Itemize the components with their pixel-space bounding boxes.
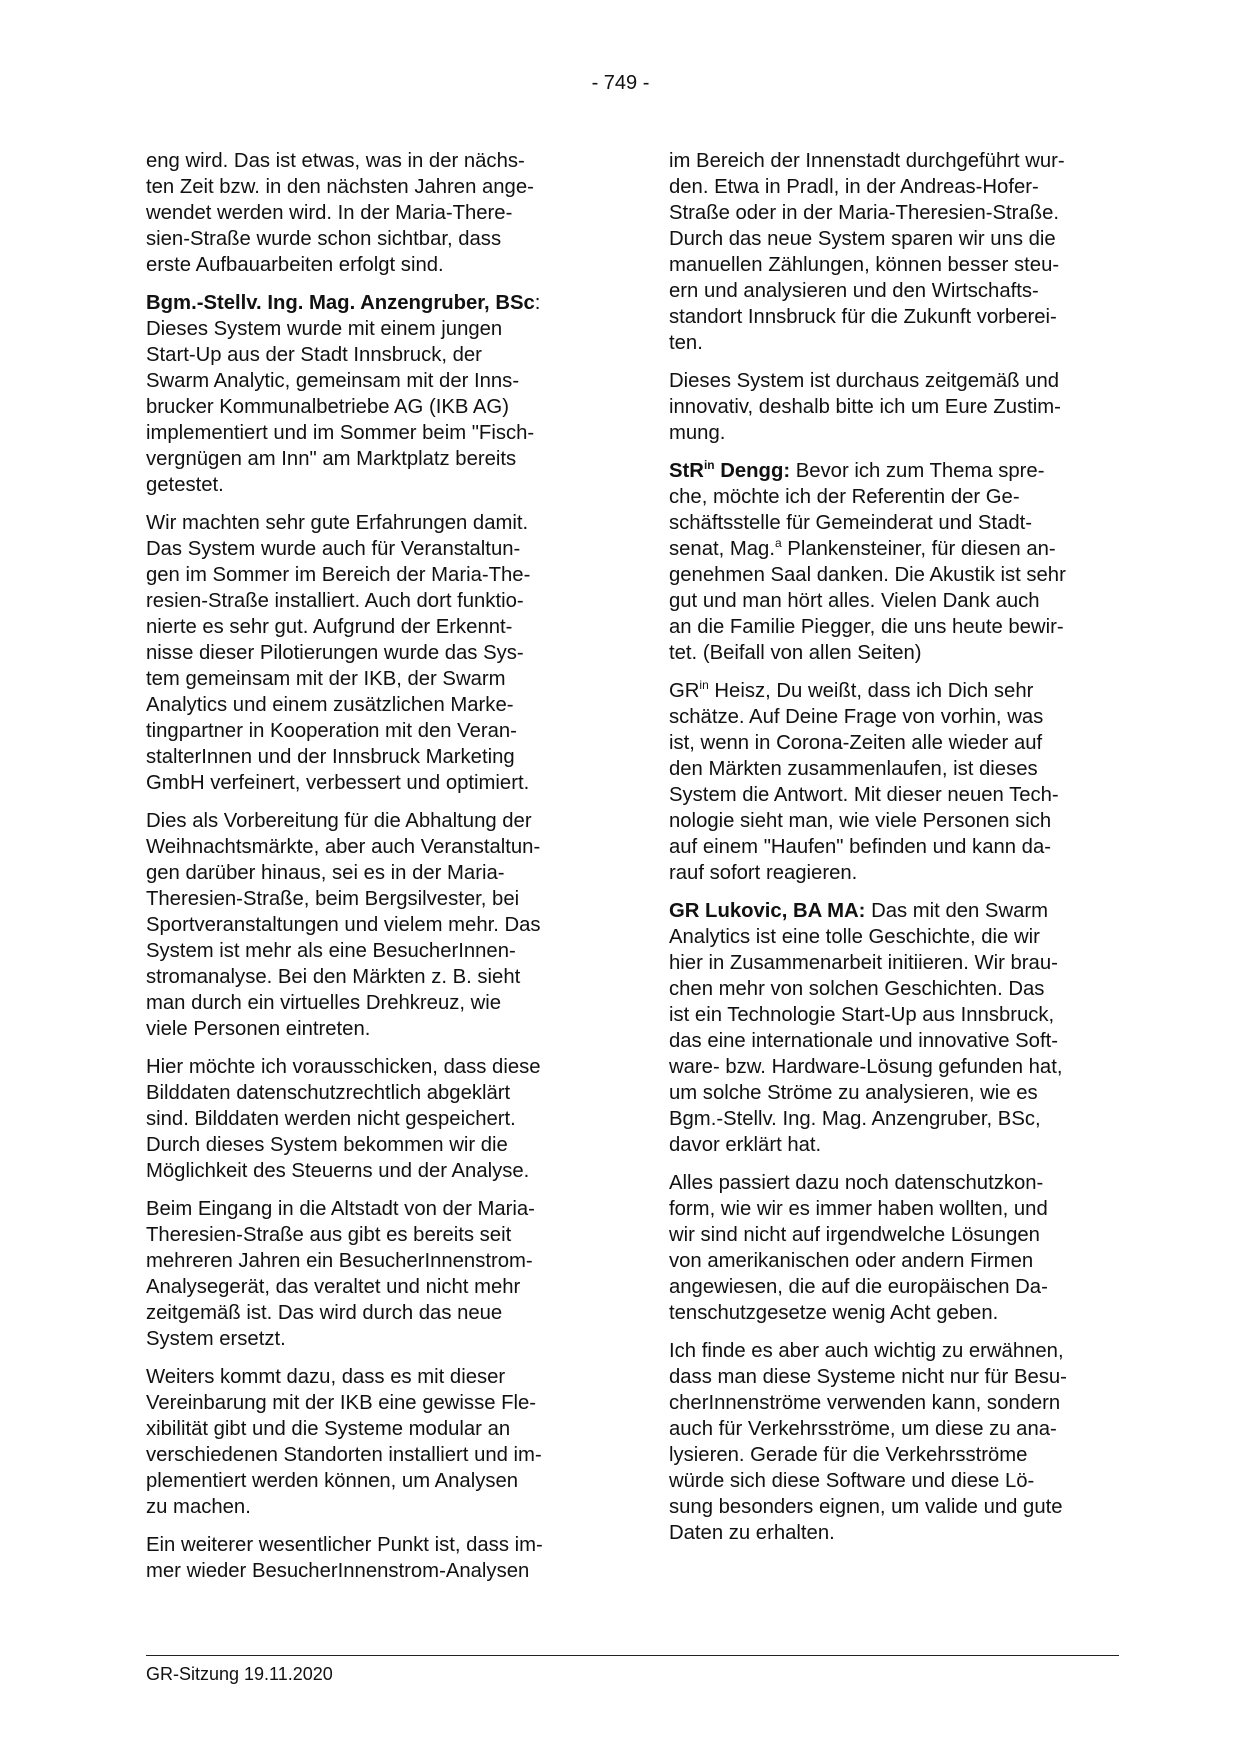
text-line [146,290,606,316]
paragraph [146,808,606,1042]
text-line [669,458,1129,484]
text-line: gut und man hört alles. Vielen Dank auch [669,590,1040,612]
text-line: wir sind nicht auf irgendwelche Lösungen [669,1224,1040,1246]
text-line: auch für Verkehrsströme, um diese zu ana- [669,1418,1057,1440]
text-line: manuellen Zählungen, können besser steu- [669,254,1060,276]
text-line: von amerikanischen oder andern Firmen [669,1250,1034,1272]
text-fragment: GR [669,680,700,702]
speaker-colon: : [534,292,541,314]
text-line: eng wird. Das ist etwas, was in der nächs- [146,150,525,172]
speaker-name: GR Lukovic, BA MA: [669,900,866,922]
text-line: System ersetzt. [146,1328,286,1350]
text-fragment: Plankensteiner, für diesen an- [781,538,1056,560]
text-line: Daten zu erhalten. [669,1522,835,1544]
paragraph [146,148,606,278]
text-line: gen darüber hinaus, sei es in der Maria- [146,862,505,884]
text-line: Möglichkeit des Steuerns und der Analyse. [146,1160,530,1182]
text-fragment: Das mit den Swarm [865,900,1049,922]
paragraph [669,898,1129,1158]
text-fragment: senat, Mag. [669,538,775,560]
text-line: tingpartner in Kooperation mit den Veran- [146,720,517,742]
text-line: Sportveranstaltungen und vielem mehr. Das [146,914,541,936]
paragraph [146,1054,606,1184]
text-line: standort Innsbruck für die Zukunft vorberei- [669,306,1057,328]
paragraph [146,510,606,796]
paragraph [669,1338,1129,1546]
text-line: mer wieder BesucherInnenstrom-Analysen [146,1560,530,1582]
text-line: Durch das neue System sparen wir uns die [669,228,1056,250]
text-line: mehreren Jahren ein BesucherInnenstrom- [146,1250,533,1272]
text-line: ist ein Technologie Start-Up aus Innsbruck, [669,1004,1055,1026]
text-line: schäftsstelle für Gemeinderat und Stadt- [669,512,1032,534]
text-line: Analytics und einem zusätzlichen Marke- [146,694,514,716]
text-line: sien-Straße wurde schon sichtbar, dass [146,228,502,250]
text-line: ist, wenn in Corona-Zeiten alle wieder auf [669,732,1043,754]
paragraph [146,1196,606,1352]
text-line: dass man diese Systeme nicht nur für Besu- [669,1366,1067,1388]
superscript: a [774,536,782,551]
text-line: nierte es sehr gut. Aufgrund der Erkennt- [146,616,513,638]
text-line: angewiesen, die auf die europäischen Da- [669,1276,1048,1298]
text-line: genehmen Saal danken. Die Akustik ist sehr [669,564,1066,586]
text-line: Durch dieses System bekommen wir die [146,1134,508,1156]
paragraph [669,148,1129,356]
text-line: ern und analysieren und den Wirtschafts- [669,280,1039,302]
paragraph [669,368,1129,446]
paragraph [146,1532,606,1584]
text-line: form, wie wir es immer haben wollten, und [669,1198,1048,1220]
text-line: cherInnenströme verwenden kann, sondern [669,1392,1061,1414]
paragraph [146,1364,606,1520]
text-line: brucker Kommunalbetriebe AG (IKB AG) [146,396,509,418]
text-line: tet. (Beifall von allen Seiten) [669,642,922,664]
text-line: Ich finde es aber auch wichtig zu erwähnen, [669,1340,1064,1362]
text-line: man durch ein virtuelles Drehkreuz, wie [146,992,502,1014]
paragraph [669,458,1129,666]
text-line: auf einem "Haufen" befinden und kann da- [669,836,1051,858]
text-line: nisse dieser Pilotierungen wurde das Sys- [146,642,524,664]
text-line: getestet. [146,474,224,496]
text-line: ware- bzw. Hardware-Lösung gefunden hat, [669,1056,1063,1078]
text-line: wendet werden wird. In der Maria-There- [146,202,513,224]
text-line: nologie sieht man, wie viele Personen sich [669,810,1052,832]
text-line [669,678,1129,704]
text-line: Wir machten sehr gute Erfahrungen damit. [146,512,529,534]
text-line: sind. Bilddaten werden nicht gespeichert. [146,1108,516,1130]
text-line: Dieses System ist durchaus zeitgemäß und [669,370,1060,392]
paragraph [669,678,1129,886]
text-line: Hier möchte ich vorausschicken, dass diese [146,1056,541,1078]
text-line: Beim Eingang in die Altstadt von der Maria- [146,1198,535,1220]
text-line: Ein weiterer wesentlicher Punkt ist, dass im- [146,1534,543,1556]
text-line: erste Aufbauarbeiten erfolgt sind. [146,254,444,276]
text-line: rauf sofort reagieren. [669,862,858,884]
text-line: das eine internationale und innovative Soft- [669,1030,1058,1052]
text-line: würde sich diese Software und diese Lö- [669,1470,1035,1492]
text-line: Start-Up aus der Stadt Innsbruck, der [146,344,482,366]
page-number: - 749 - [591,72,650,94]
text-line: Analysegerät, das veraltet und nicht mehr [146,1276,521,1298]
text-line: Alles passiert dazu noch datenschutzkon- [669,1172,1044,1194]
footer-divider [146,1655,1119,1656]
paragraph [146,290,606,498]
text-line: stromanalyse. Bei den Märkten z. B. sieht [146,966,521,988]
text-line: tem gemeinsam mit der IKB, der Swarm [146,668,506,690]
text-line: zu machen. [146,1496,251,1518]
text-line: vergnügen am Inn" am Marktplatz bereits [146,448,517,470]
text-line: Analytics ist eine tolle Geschichte, die wir [669,926,1040,948]
text-line: Theresien-Straße aus gibt es bereits seit [146,1224,512,1246]
text-line: System ist mehr als eine BesucherInnen- [146,940,516,962]
text-line: tenschutzgesetze wenig Acht geben. [669,1302,999,1324]
text-line: System die Antwort. Mit dieser neuen Tech- [669,784,1059,806]
text-line: xibilität gibt und die Systeme modular an [146,1418,511,1440]
paragraph [669,1170,1129,1326]
text-line: um solche Ströme zu analysieren, wie es [669,1082,1038,1104]
text-line: Swarm Analytic, gemeinsam mit der Inns- [146,370,520,392]
text-line: chen mehr von solchen Geschichten. Das [669,978,1045,1000]
superscript: in [703,458,715,473]
speaker-title: StR [669,460,704,482]
text-line: Vereinbarung mit der IKB eine gewisse Fle- [146,1392,537,1414]
text-line [669,898,1129,924]
text-line: Weiters kommt dazu, dass es mit dieser [146,1366,506,1388]
text-line: Theresien-Straße, beim Bergsilvester, bei [146,888,520,910]
text-line: hier in Zusammenarbeit initiieren. Wir brau- [669,952,1058,974]
text-line: viele Personen eintreten. [146,1018,371,1040]
text-line: Dieses System wurde mit einem jungen [146,318,503,340]
text-line: verschiedenen Standorten installiert und im- [146,1444,542,1466]
speaker-name: Bgm.-Stellv. Ing. Mag. Anzengruber, BSc [146,292,535,314]
text-line: lysieren. Gerade für die Verkehrsströme [669,1444,1028,1466]
text-line: resien-Straße installiert. Auch dort funktio- [146,590,524,612]
text-line: den Märkten zusammenlaufen, ist dieses [669,758,1038,780]
text-line: gen im Sommer im Bereich der Maria-The- [146,564,531,586]
text-fragment: Heisz, Du weißt, dass ich Dich sehr [708,680,1034,702]
footer-session-date: GR-Sitzung 19.11.2020 [146,1664,333,1684]
text-line [669,536,1129,562]
text-line: mung. [669,422,726,444]
text-line: innovativ, deshalb bitte ich um Eure Zustim- [669,396,1061,418]
text-line: Weihnachtsmärkte, aber auch Veranstaltun- [146,836,541,858]
text-line: stalterInnen und der Innsbruck Marketing [146,746,515,768]
text-line: che, möchte ich der Referentin der Ge- [669,486,1020,508]
right-column [669,148,1129,1558]
text-line: GmbH verfeinert, verbessert und optimiert. [146,772,530,794]
text-line: sung besonders eignen, um valide und gute [669,1496,1063,1518]
text-line: Bilddaten datenschutzrechtlich abgeklärt [146,1082,511,1104]
left-column [146,148,606,1596]
text-line: Straße oder in der Maria-Theresien-Straße. [669,202,1059,224]
text-line: zeitgemäß ist. Das wird durch das neue [146,1302,503,1324]
text-line: Bgm.-Stellv. Ing. Mag. Anzengruber, BSc, [669,1108,1041,1130]
text-line: plementiert werden können, um Analysen [146,1470,519,1492]
text-line: Das System wurde auch für Veranstaltun- [146,538,521,560]
speaker-surname: Dengg: [714,460,791,482]
text-line: davor erklärt hat. [669,1134,822,1156]
text-line: an die Familie Piegger, die uns heute bewir- [669,616,1064,638]
speaker-name [669,460,790,482]
text-line: implementiert und im Sommer beim "Fisch- [146,422,535,444]
text-fragment: Bevor ich zum Thema spre- [790,460,1045,482]
superscript: in [699,678,709,693]
text-line: schätze. Auf Deine Frage von vorhin, was [669,706,1044,728]
text-line: ten. [669,332,703,354]
text-line: im Bereich der Innenstadt durchgeführt wur- [669,150,1065,172]
text-line: Dies als Vorbereitung für die Abhaltung der [146,810,532,832]
text-line: den. Etwa in Pradl, in der Andreas-Hofer- [669,176,1039,198]
text-line: ten Zeit bzw. in den nächsten Jahren ange- [146,176,534,198]
